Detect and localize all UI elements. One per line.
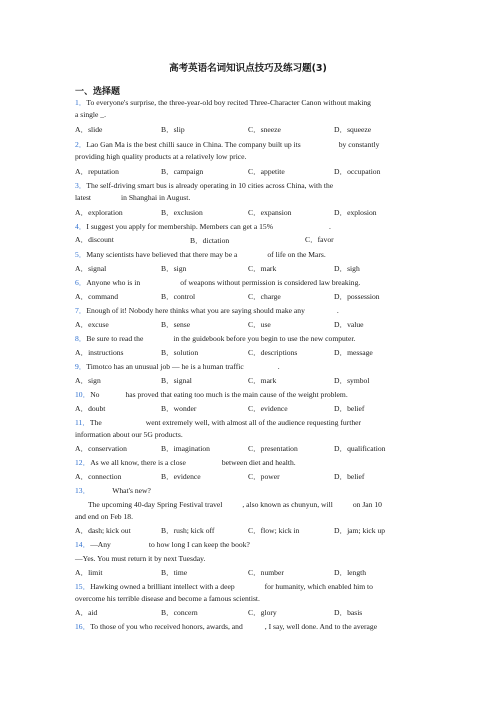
question-text-cont xyxy=(75,193,190,202)
option-b: B．control xyxy=(161,292,196,301)
option-a: A．doubt xyxy=(75,404,106,413)
option-a: A．connection xyxy=(75,472,122,481)
option-b: B．campaign xyxy=(161,167,204,176)
question-number: 4． xyxy=(75,222,87,231)
question-7 xyxy=(75,306,339,315)
question-text: Hawking owned a brilliant intellect with a deep xyxy=(90,582,235,591)
option-b: B．sense xyxy=(161,320,191,329)
question-text: latest xyxy=(75,193,92,202)
section-heading: 一、选择题 xyxy=(75,87,121,97)
page-title: 高考英语名词知识点技巧及练习题(3) xyxy=(169,63,327,74)
option-b: B．slip xyxy=(161,125,185,134)
question-number: 1． xyxy=(75,98,87,107)
option-c: C．appetite xyxy=(248,167,285,176)
question-9 xyxy=(75,362,280,371)
option-a: A．conservation xyxy=(75,444,127,453)
option-a: A．instructions xyxy=(75,348,124,357)
question-text: As we all know, there is a close xyxy=(90,458,186,467)
option-c: C．flow; kick in xyxy=(248,526,300,535)
question-text: in the guidebook before you begin to use the new computer. xyxy=(173,334,356,343)
question-text: Be sure to read the xyxy=(86,334,144,343)
question-number: 15． xyxy=(75,582,91,591)
option-d: D．message xyxy=(334,348,373,357)
question-text: —Any xyxy=(90,540,111,549)
question-text: to how long I can keep the book? xyxy=(148,540,250,549)
question-3 xyxy=(75,181,333,190)
question-text: of life on the Mars. xyxy=(267,250,326,259)
question-number: 9． xyxy=(75,362,87,371)
question-number: 7． xyxy=(75,306,87,315)
question-5 xyxy=(75,250,326,259)
option-d: D．length xyxy=(334,568,367,577)
question-number: 8． xyxy=(75,334,87,343)
question-text: by constantly xyxy=(338,140,380,149)
question-number: 3． xyxy=(75,181,87,190)
option-d: D．belief xyxy=(334,472,365,481)
question-text: No xyxy=(90,390,100,399)
question-text: Anyone who is in xyxy=(86,278,141,287)
option-c: C．power xyxy=(248,472,280,481)
option-d: D．basis xyxy=(334,608,363,617)
option-c: C．sneeze xyxy=(248,125,281,134)
option-c: C．evidence xyxy=(248,404,288,413)
option-d: D．occupation xyxy=(334,167,381,176)
question-text-cont: a single _. xyxy=(75,110,107,119)
question-16 xyxy=(75,622,377,631)
option-c: C．use xyxy=(248,320,271,329)
question-text: for humanity, which enabled him to xyxy=(264,582,373,591)
question-number: 10． xyxy=(75,390,91,399)
option-d: D．qualification xyxy=(334,444,386,453)
question-11 xyxy=(75,418,361,427)
question-text-cont xyxy=(88,500,382,509)
option-c: C．mark xyxy=(248,376,277,385)
question-number: 13． xyxy=(75,486,91,495)
question-number: 2． xyxy=(75,140,87,149)
question-text: . xyxy=(277,362,280,371)
option-b: B．sign xyxy=(161,264,187,273)
question-text-cont: overcome his terrible disease and become a famous scientist. xyxy=(75,594,260,603)
option-c: C．expansion xyxy=(248,208,292,217)
question-12 xyxy=(75,458,296,467)
question-15 xyxy=(75,582,373,591)
question-4 xyxy=(75,222,331,231)
question-text: on Jan 10 xyxy=(352,500,382,509)
option-d: D．explosion xyxy=(334,208,377,217)
question-text: The xyxy=(89,418,102,427)
option-a: A．signal xyxy=(75,264,107,273)
question-text: . xyxy=(336,306,339,315)
question-2 xyxy=(75,140,379,149)
question-text: To everyone's surprise, the three-year-old boy recited Three-Character Canon without making xyxy=(86,98,371,107)
question-text-cont: and end on Feb 18. xyxy=(75,512,133,521)
option-b: B．concern xyxy=(161,608,198,617)
question-text: went extremely well, with almost all of the audience requesting further xyxy=(145,418,362,427)
option-a: A．excuse xyxy=(75,320,109,329)
option-c: C．descriptions xyxy=(248,348,298,357)
option-c: C．charge xyxy=(248,292,281,301)
question-text: in Shanghai in August. xyxy=(121,193,191,202)
option-d: D．sigh xyxy=(334,264,360,273)
option-a: A．dash; kick out xyxy=(75,526,131,535)
question-text: Timotco has an unusual job — he is a human traffic xyxy=(86,362,244,371)
question-text: Lao Gan Ma is the best chilli sauce in China. The company built up its xyxy=(86,140,301,149)
question-text: Enough of it! Nobody here thinks what you are saying should make any xyxy=(86,306,305,315)
question-text: To those of you who received honors, awards, and xyxy=(90,622,243,631)
option-d: D．symbol xyxy=(334,376,370,385)
option-d: D．jam; kick up xyxy=(334,526,386,535)
option-b: B．imagination xyxy=(161,444,210,453)
option-b: B．wonder xyxy=(161,404,197,413)
question-number: 6． xyxy=(75,278,87,287)
question-text: The self-driving smart bus is already operating in 10 cities across China, with the xyxy=(86,181,334,190)
option-a: A．reputation xyxy=(75,167,119,176)
option-d: D．belief xyxy=(334,404,365,413)
question-number: 16． xyxy=(75,622,91,631)
question-1 xyxy=(75,98,371,107)
option-c: C．glory xyxy=(248,608,277,617)
option-b: B．rush; kick off xyxy=(161,526,215,535)
question-14 xyxy=(75,540,250,549)
option-a: A．sign xyxy=(75,376,101,385)
option-b: B．signal xyxy=(161,376,192,385)
option-d: D．value xyxy=(334,320,364,329)
option-b: B．dictation xyxy=(190,236,230,245)
option-a: A．slide xyxy=(75,125,103,134)
option-b: B．exclusion xyxy=(161,208,203,217)
question-text: What's new? xyxy=(112,486,151,495)
question-text: , also known as chunyun, will xyxy=(242,500,333,509)
option-d: D．possession xyxy=(334,292,380,301)
question-text-cont: information about our 5G products. xyxy=(75,430,183,439)
question-text: . xyxy=(329,222,331,231)
option-a: A．aid xyxy=(75,608,98,617)
question-text: between diet and health. xyxy=(221,458,296,467)
option-a: A．command xyxy=(75,292,119,301)
option-c: C．presentation xyxy=(248,444,298,453)
question-text-cont: —Yes. You must return it by next Tuesday. xyxy=(75,554,206,563)
option-b: B．solution xyxy=(161,348,199,357)
question-text: Many scientists have believed that there may be a xyxy=(86,250,238,259)
option-a: A．exploration xyxy=(75,208,123,217)
question-13 xyxy=(75,486,151,495)
question-text: of weapons without permission is considered law breaking. xyxy=(180,278,361,287)
question-text-cont: providing high quality products at a relatively low price. xyxy=(75,152,247,161)
question-number: 11． xyxy=(75,418,90,427)
option-b: B．evidence xyxy=(161,472,201,481)
question-number: 14． xyxy=(75,540,91,549)
option-a: A．limit xyxy=(75,568,103,577)
option-a: A．discount xyxy=(75,235,114,244)
question-8 xyxy=(75,334,355,343)
option-b: B．time xyxy=(161,568,188,577)
question-10 xyxy=(75,390,348,399)
question-number: 12． xyxy=(75,458,91,467)
question-6 xyxy=(75,278,360,287)
option-d: D．squeeze xyxy=(334,125,372,134)
question-text: The upcoming 40-day Spring Festival travel xyxy=(88,500,223,509)
question-text: has proved that eating too much is the main cause of the weight problem. xyxy=(125,390,348,399)
option-c: C．mark xyxy=(248,264,277,273)
question-number: 5． xyxy=(75,250,87,259)
question-text: I suggest you apply for membership. Members can get a 15% xyxy=(86,222,274,231)
question-text: , I say, well done. And to the average xyxy=(264,622,378,631)
option-c: C．number xyxy=(248,568,284,577)
option-c: C．favor xyxy=(305,235,334,244)
